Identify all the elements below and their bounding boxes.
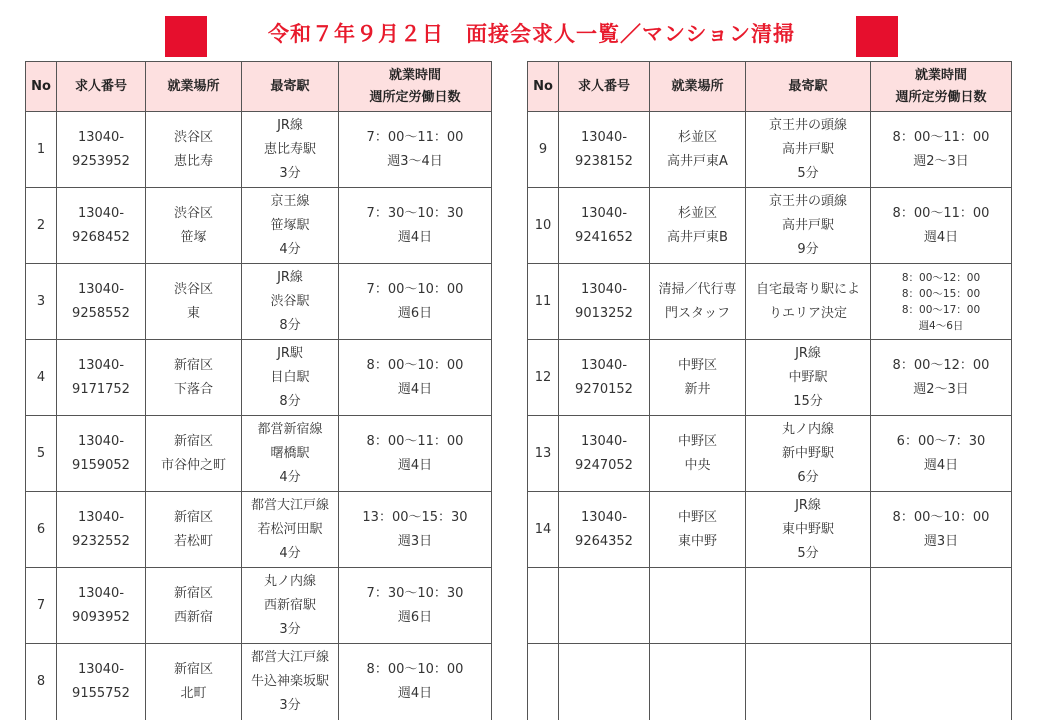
job-number-line: 9264352 bbox=[575, 533, 633, 549]
station-line: 5分 bbox=[797, 165, 819, 181]
station-line: 4分 bbox=[279, 545, 301, 561]
workplace-cell bbox=[146, 644, 242, 720]
table-row bbox=[26, 416, 492, 492]
station-line: 9分 bbox=[797, 241, 819, 257]
station-line: 都営新宿線 bbox=[257, 421, 323, 437]
hours-line: 週2〜3日 bbox=[913, 381, 969, 397]
job-number-line: 9258552 bbox=[72, 305, 130, 321]
table-row bbox=[528, 416, 1012, 492]
workplace-line: 杉並区 bbox=[677, 205, 717, 221]
job-number-line: 9155752 bbox=[72, 685, 130, 701]
station-line: 高井戸駅 bbox=[781, 141, 834, 157]
header-hours-line1: 就業時間 bbox=[914, 67, 967, 83]
job-number-line: 13040- bbox=[77, 585, 125, 601]
no-cell: 6 bbox=[26, 492, 57, 568]
workplace-cell bbox=[650, 112, 746, 188]
workplace-line: 市谷仲之町 bbox=[160, 457, 226, 473]
job-number-line: 13040- bbox=[77, 205, 125, 221]
job-number-line: 13040- bbox=[580, 129, 628, 145]
hours-line: 8：00〜12：00 bbox=[901, 271, 981, 284]
table-row bbox=[528, 644, 1012, 720]
station-cell bbox=[746, 340, 871, 416]
hours-cell bbox=[339, 644, 492, 720]
station-line: 3分 bbox=[279, 165, 301, 181]
job-number-cell bbox=[57, 112, 146, 188]
job-number-cell bbox=[559, 492, 650, 568]
job-number-cell bbox=[57, 568, 146, 644]
workplace-cell bbox=[146, 416, 242, 492]
hours-cell bbox=[339, 340, 492, 416]
station-line: 都営大江戸線 bbox=[250, 649, 329, 665]
header-hours-line2: 週所定労働日数 bbox=[369, 89, 461, 105]
job-number-line: 13040- bbox=[77, 281, 125, 297]
workplace-line: 新宿区 bbox=[173, 661, 213, 677]
job-number-line: 13040- bbox=[580, 509, 628, 525]
hours-cell bbox=[871, 492, 1012, 568]
station-cell bbox=[242, 492, 339, 568]
header-station: 最寄駅 bbox=[746, 62, 871, 112]
station-line: 目白駅 bbox=[270, 369, 310, 385]
table-row bbox=[528, 492, 1012, 568]
hours-line: 週6日 bbox=[397, 305, 433, 321]
station-line: JR駅 bbox=[277, 345, 303, 361]
no-cell: 10 bbox=[528, 188, 559, 264]
workplace-line: 門スタッフ bbox=[664, 305, 730, 321]
station-line: 丸ノ内線 bbox=[781, 421, 834, 437]
job-number-line: 13040- bbox=[580, 357, 628, 373]
hours-cell bbox=[871, 340, 1012, 416]
hours-cell bbox=[871, 188, 1012, 264]
station-line: 東中野駅 bbox=[781, 521, 834, 537]
workplace-line: 渋谷区 bbox=[173, 205, 213, 221]
header-hours bbox=[339, 62, 492, 112]
station-cell bbox=[242, 264, 339, 340]
hours-line: 7：00〜11：00 bbox=[366, 129, 464, 145]
hours-line: 13：00〜15：30 bbox=[362, 509, 468, 525]
workplace-line: 新井 bbox=[684, 381, 711, 397]
job-number-line: 13040- bbox=[580, 281, 628, 297]
station-line: 6分 bbox=[797, 469, 819, 485]
workplace-cell bbox=[650, 264, 746, 340]
no-cell: 2 bbox=[26, 188, 57, 264]
job-number-cell bbox=[57, 644, 146, 720]
station-line: JR線 bbox=[795, 497, 821, 513]
hours-cell bbox=[871, 264, 1012, 340]
hours-line: 8：00〜10：00 bbox=[366, 357, 464, 373]
table-row bbox=[528, 568, 1012, 644]
hours-line: 8：00〜11：00 bbox=[892, 205, 990, 221]
title-bar bbox=[0, 0, 1041, 60]
table-row bbox=[26, 568, 492, 644]
station-line: 4分 bbox=[279, 469, 301, 485]
station-line: 牛込神楽坂駅 bbox=[250, 673, 329, 689]
station-line: 8分 bbox=[279, 317, 301, 333]
hours-line: 週4日 bbox=[397, 457, 433, 473]
hours-cell bbox=[339, 112, 492, 188]
job-number-line: 13040- bbox=[77, 509, 125, 525]
workplace-line: 若松町 bbox=[173, 533, 213, 549]
table-row bbox=[528, 188, 1012, 264]
hours-line: 7：00〜10：00 bbox=[366, 281, 464, 297]
hours-line: 週4日 bbox=[397, 229, 433, 245]
no-cell: 1 bbox=[26, 112, 57, 188]
station-cell bbox=[242, 416, 339, 492]
job-number-cell bbox=[57, 264, 146, 340]
station-line: JR線 bbox=[277, 269, 303, 285]
station-cell bbox=[242, 112, 339, 188]
station-line: JR線 bbox=[277, 117, 303, 133]
job-number-cell bbox=[559, 416, 650, 492]
header-hours bbox=[871, 62, 1012, 112]
table-row bbox=[26, 340, 492, 416]
no-cell: 13 bbox=[528, 416, 559, 492]
table-header-row bbox=[26, 62, 492, 112]
station-cell bbox=[242, 188, 339, 264]
hours-line: 8：00〜11：00 bbox=[892, 129, 990, 145]
station-line: 渋谷駅 bbox=[270, 293, 310, 309]
job-number-line: 13040- bbox=[77, 433, 125, 449]
job-number-cell bbox=[57, 416, 146, 492]
job-number-line: 13040- bbox=[580, 205, 628, 221]
workplace-line: 新宿区 bbox=[173, 357, 213, 373]
workplace-cell bbox=[146, 568, 242, 644]
job-number-line: 9238152 bbox=[575, 153, 633, 169]
station-line: 曙橋駅 bbox=[270, 445, 310, 461]
workplace-cell bbox=[650, 568, 746, 644]
hours-cell bbox=[339, 568, 492, 644]
workplace-line: 高井戸東B bbox=[667, 229, 728, 245]
header-workplace: 就業場所 bbox=[650, 62, 746, 112]
station-line: 丸ノ内線 bbox=[263, 573, 316, 589]
hours-cell bbox=[871, 416, 1012, 492]
station-line: 京王井の頭線 bbox=[768, 117, 847, 133]
header-no: No bbox=[528, 62, 559, 112]
workplace-cell bbox=[650, 188, 746, 264]
station-line: 京王井の頭線 bbox=[768, 193, 847, 209]
workplace-line: 高井戸東A bbox=[667, 153, 728, 169]
station-cell bbox=[242, 568, 339, 644]
workplace-cell bbox=[146, 492, 242, 568]
no-cell: 5 bbox=[26, 416, 57, 492]
job-number-line: 9013252 bbox=[575, 305, 633, 321]
job-number-line: 13040- bbox=[77, 661, 125, 677]
hours-line: 8：00〜11：00 bbox=[366, 433, 464, 449]
station-cell bbox=[746, 568, 871, 644]
workplace-cell bbox=[146, 188, 242, 264]
hours-line: 週4日 bbox=[923, 229, 959, 245]
job-number-line: 9253952 bbox=[72, 153, 130, 169]
workplace-cell bbox=[650, 340, 746, 416]
no-cell: 7 bbox=[26, 568, 57, 644]
workplace-line: 笹塚 bbox=[180, 229, 207, 245]
hours-line: 8：00〜10：00 bbox=[892, 509, 990, 525]
hours-cell bbox=[339, 416, 492, 492]
hours-line: 8：00〜10：00 bbox=[366, 661, 464, 677]
hours-line: 週3〜4日 bbox=[387, 153, 443, 169]
job-number-line: 13040- bbox=[580, 433, 628, 449]
station-line: 3分 bbox=[279, 697, 301, 713]
table-row bbox=[26, 188, 492, 264]
job-number-cell bbox=[559, 264, 650, 340]
job-number-cell bbox=[559, 188, 650, 264]
station-line: 恵比寿駅 bbox=[263, 141, 316, 157]
workplace-line: 清掃／代行専 bbox=[658, 281, 737, 297]
job-number-cell bbox=[559, 340, 650, 416]
hours-line: 週4日 bbox=[397, 381, 433, 397]
hours-line: 8：00〜17：00 bbox=[901, 303, 981, 316]
workplace-cell bbox=[650, 492, 746, 568]
workplace-line: 東中野 bbox=[677, 533, 717, 549]
job-number-line: 9159052 bbox=[72, 457, 130, 473]
station-line: 都営大江戸線 bbox=[250, 497, 329, 513]
workplace-line: 渋谷区 bbox=[173, 281, 213, 297]
station-cell bbox=[746, 644, 871, 720]
header-job-number: 求人番号 bbox=[559, 62, 650, 112]
workplace-line: 中野区 bbox=[677, 509, 717, 525]
table-row bbox=[528, 340, 1012, 416]
table-header-row bbox=[528, 62, 1012, 112]
workplace-cell bbox=[650, 644, 746, 720]
table-row bbox=[26, 644, 492, 720]
no-cell: 14 bbox=[528, 492, 559, 568]
hours-cell bbox=[871, 644, 1012, 720]
workplace-line: 中野区 bbox=[677, 357, 717, 373]
header-hours-line2: 週所定労働日数 bbox=[895, 89, 987, 105]
job-number-cell bbox=[57, 340, 146, 416]
workplace-line: 渋谷区 bbox=[173, 129, 213, 145]
station-cell bbox=[746, 112, 871, 188]
workplace-line: 中野区 bbox=[677, 433, 717, 449]
workplace-line: 新宿区 bbox=[173, 509, 213, 525]
station-line: 高井戸駅 bbox=[781, 217, 834, 233]
hours-line: 週6日 bbox=[397, 609, 433, 625]
workplace-line: 中央 bbox=[684, 457, 711, 473]
hours-line: 週4日 bbox=[397, 685, 433, 701]
hours-line: 週4日 bbox=[923, 457, 959, 473]
workplace-line: 西新宿 bbox=[173, 609, 213, 625]
table-row bbox=[528, 112, 1012, 188]
workplace-cell bbox=[146, 112, 242, 188]
header-hours-line1: 就業時間 bbox=[388, 67, 441, 83]
station-line: 新中野駅 bbox=[781, 445, 834, 461]
job-number-line: 9232552 bbox=[72, 533, 130, 549]
job-number-line: 13040- bbox=[77, 129, 125, 145]
station-line: 15分 bbox=[793, 393, 823, 409]
workplace-line: 新宿区 bbox=[173, 433, 213, 449]
hours-line: 8：00〜12：00 bbox=[892, 357, 990, 373]
table-row bbox=[26, 492, 492, 568]
workplace-line: 恵比寿 bbox=[173, 153, 213, 169]
hours-line: 6：00〜7：30 bbox=[896, 433, 986, 449]
station-cell bbox=[746, 492, 871, 568]
station-line: 西新宿駅 bbox=[263, 597, 316, 613]
hours-cell bbox=[339, 264, 492, 340]
station-cell bbox=[746, 416, 871, 492]
station-line: 笹塚駅 bbox=[270, 217, 310, 233]
station-line: 4分 bbox=[279, 241, 301, 257]
job-number-line: 9093952 bbox=[72, 609, 130, 625]
no-cell: 8 bbox=[26, 644, 57, 720]
header-no: No bbox=[26, 62, 57, 112]
job-number-line: 9241652 bbox=[575, 229, 633, 245]
no-cell: 9 bbox=[528, 112, 559, 188]
no-cell: 4 bbox=[26, 340, 57, 416]
no-cell bbox=[528, 644, 559, 720]
job-number-cell bbox=[57, 188, 146, 264]
station-line: 京王線 bbox=[270, 193, 310, 209]
workplace-cell bbox=[146, 264, 242, 340]
hours-cell bbox=[339, 492, 492, 568]
workplace-cell bbox=[650, 416, 746, 492]
station-cell bbox=[242, 340, 339, 416]
hours-cell bbox=[339, 188, 492, 264]
workplace-line: 東 bbox=[186, 305, 200, 321]
hours-line: 週4〜6日 bbox=[918, 319, 964, 332]
job-number-line: 13040- bbox=[77, 357, 125, 373]
job-number-line: 9268452 bbox=[72, 229, 130, 245]
hours-line: 週3日 bbox=[397, 533, 433, 549]
job-number-cell bbox=[559, 112, 650, 188]
hours-cell bbox=[871, 568, 1012, 644]
job-table-right bbox=[527, 61, 1012, 720]
hours-line: 7：30〜10：30 bbox=[366, 205, 464, 221]
red-square-right-decoration bbox=[856, 16, 898, 57]
station-line: 5分 bbox=[797, 545, 819, 561]
job-number-cell bbox=[57, 492, 146, 568]
page-title: 令和７年９月２日 面接会求人一覧／マンション清掃 bbox=[267, 22, 796, 46]
workplace-line: 下落合 bbox=[173, 381, 213, 397]
workplace-line: 杉並区 bbox=[677, 129, 717, 145]
hours-line: 週2〜3日 bbox=[913, 153, 969, 169]
table-row bbox=[528, 264, 1012, 340]
table-row bbox=[26, 112, 492, 188]
station-line: JR線 bbox=[795, 345, 821, 361]
job-number-cell bbox=[559, 644, 650, 720]
workplace-line: 北町 bbox=[180, 685, 207, 701]
job-number-line: 9270152 bbox=[575, 381, 633, 397]
workplace-line: 新宿区 bbox=[173, 585, 213, 601]
station-line: りエリア決定 bbox=[768, 305, 847, 321]
workplace-cell bbox=[146, 340, 242, 416]
hours-line: 8：00〜15：00 bbox=[901, 287, 981, 300]
header-station: 最寄駅 bbox=[242, 62, 339, 112]
header-job-number: 求人番号 bbox=[57, 62, 146, 112]
hours-line: 7：30〜10：30 bbox=[366, 585, 464, 601]
station-line: 中野駅 bbox=[788, 369, 828, 385]
no-cell: 3 bbox=[26, 264, 57, 340]
job-number-line: 9171752 bbox=[72, 381, 130, 397]
header-workplace: 就業場所 bbox=[146, 62, 242, 112]
no-cell bbox=[528, 568, 559, 644]
job-number-line: 9247052 bbox=[575, 457, 633, 473]
station-cell bbox=[746, 188, 871, 264]
no-cell: 12 bbox=[528, 340, 559, 416]
no-cell: 11 bbox=[528, 264, 559, 340]
station-cell bbox=[746, 264, 871, 340]
station-line: 若松河田駅 bbox=[257, 521, 323, 537]
job-table-left bbox=[25, 61, 492, 720]
station-line: 8分 bbox=[279, 393, 301, 409]
hours-line: 週3日 bbox=[923, 533, 959, 549]
station-cell bbox=[242, 644, 339, 720]
table-row bbox=[26, 264, 492, 340]
hours-cell bbox=[871, 112, 1012, 188]
station-line: 自宅最寄り駅によ bbox=[755, 281, 860, 297]
red-square-left-decoration bbox=[165, 16, 207, 57]
station-line: 3分 bbox=[279, 621, 301, 637]
job-number-cell bbox=[559, 568, 650, 644]
